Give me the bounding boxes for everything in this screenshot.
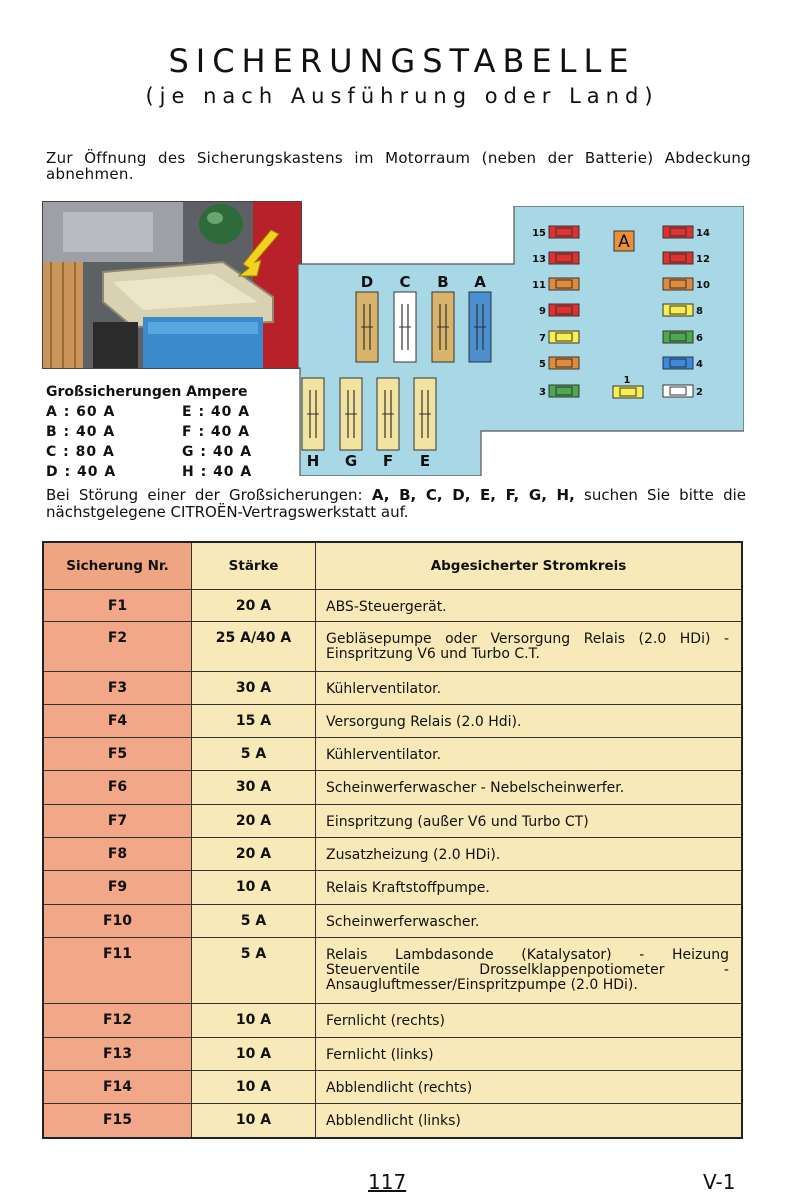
fuse-rating: 30 A bbox=[235, 680, 272, 696]
fuse-number: F2 bbox=[107, 630, 128, 646]
fuse-circuit-cell bbox=[316, 1004, 743, 1038]
fuse-circuit: Relais Kraftstoffpumpe. bbox=[326, 880, 490, 896]
mini-fuse-number: 4 bbox=[696, 359, 703, 370]
mini-fuse-number: 12 bbox=[696, 254, 710, 265]
fuse-circuit-cell bbox=[316, 622, 743, 672]
fuse-rating-cell bbox=[192, 1104, 316, 1138]
fault-note-suffix: suchen Sie bitte die nächstgelegene CITROËN-Vertragswerkstatt auf. bbox=[46, 486, 746, 521]
maxi-fuse-legend-item: C : 80 A bbox=[46, 444, 115, 460]
fuse-table-row bbox=[43, 672, 742, 705]
fuse-rating-cell bbox=[192, 672, 316, 705]
maxi-fuse-label: H bbox=[306, 452, 320, 470]
fuse-circuit-cell bbox=[316, 672, 743, 705]
fault-note-prefix: Bei Störung einer der Großsicherungen: bbox=[46, 486, 372, 504]
fuse-circuit: Fernlicht (rechts) bbox=[326, 1013, 445, 1029]
maxi-fuse-legend-heading: Großsicherungen Ampere bbox=[46, 384, 248, 400]
engine-bay-illustration bbox=[43, 202, 301, 368]
fuse-rating-cell bbox=[192, 771, 316, 805]
fuse-rating: 10 A bbox=[235, 1012, 272, 1028]
fuse-number-cell bbox=[43, 1004, 192, 1038]
fuse-rating: 10 A bbox=[235, 1112, 272, 1128]
maxi-fuse-legend-item: D : 40 A bbox=[46, 464, 117, 480]
fuse-table-header-row bbox=[43, 542, 742, 590]
fuse-rating-cell bbox=[192, 938, 316, 1004]
maxi-fuse-label: D bbox=[360, 273, 374, 291]
fuse-number: F7 bbox=[107, 813, 128, 829]
fuse-number-cell bbox=[43, 590, 192, 622]
fuse-rating-cell bbox=[192, 1004, 316, 1038]
fuse-table-row bbox=[43, 771, 742, 805]
mini-fuse-number: 10 bbox=[696, 280, 710, 291]
fuse-circuit: Kühlerventilator. bbox=[326, 747, 442, 763]
maxi-fuse-legend-item: F : 40 A bbox=[182, 424, 251, 440]
fuse-number: F14 bbox=[102, 1079, 133, 1095]
intro-text: Zur Öffnung des Sicherungskastens im Motorraum (neben der Batterie) Abdeckung abnehmen. bbox=[46, 149, 751, 183]
fuse-rating: 25 A/40 A bbox=[215, 630, 292, 646]
fuse-table bbox=[42, 541, 743, 1139]
fuse-circuit-cell bbox=[316, 1038, 743, 1071]
fuse-rating-cell bbox=[192, 622, 316, 672]
fuse-circuit: Abblendlicht (rechts) bbox=[326, 1080, 473, 1096]
page-number: 117 bbox=[368, 1170, 407, 1194]
fuse-number: F6 bbox=[107, 779, 128, 795]
fuse-rating: 10 A bbox=[235, 1079, 272, 1095]
fuse-table-row bbox=[43, 938, 742, 1004]
fuse-number: F13 bbox=[102, 1046, 133, 1062]
header-circuit: Abgesicherter Stromkreis bbox=[316, 542, 743, 590]
fault-note-fuses: A, B, C, D, E, F, G, H, bbox=[371, 486, 575, 504]
fuse-circuit: Scheinwerferwascher. bbox=[326, 914, 480, 930]
fuse-circuit: Einspritzung (außer V6 und Turbo CT) bbox=[326, 814, 589, 830]
fuse-number: F11 bbox=[102, 946, 133, 962]
fuse-table-row bbox=[43, 738, 742, 771]
fuse-table-row bbox=[43, 622, 742, 672]
fuse-rating: 5 A bbox=[240, 946, 267, 962]
fuse-circuit-cell bbox=[316, 771, 743, 805]
fuse-box-diagram bbox=[298, 206, 744, 476]
fuse-rating: 30 A bbox=[235, 779, 272, 795]
fuse-rating: 15 A bbox=[235, 713, 272, 729]
fuse-number-cell bbox=[43, 838, 192, 871]
fuse-number: F5 bbox=[107, 746, 128, 762]
fuse-number-cell bbox=[43, 1071, 192, 1104]
fuse-table-row bbox=[43, 590, 742, 622]
fuse-rating-cell bbox=[192, 871, 316, 905]
maxi-fuse-legend-item: B : 40 A bbox=[46, 424, 116, 440]
fuse-rating-cell bbox=[192, 590, 316, 622]
fuse-number-cell bbox=[43, 938, 192, 1004]
fuse-circuit-cell bbox=[316, 738, 743, 771]
fuse-rating-cell bbox=[192, 1071, 316, 1104]
fuse-number: F12 bbox=[102, 1012, 133, 1028]
maxi-fuse-label: G bbox=[344, 452, 358, 470]
mini-fuse-number: 14 bbox=[696, 228, 710, 239]
fuse-number: F4 bbox=[107, 713, 128, 729]
mini-fuse-number: 3 bbox=[539, 387, 546, 398]
fuse-rating-cell bbox=[192, 805, 316, 838]
fuse-rating-cell bbox=[192, 1038, 316, 1071]
fuse-number-cell bbox=[43, 738, 192, 771]
fuse-rating: 20 A bbox=[235, 598, 272, 614]
fuse-table-row bbox=[43, 1071, 742, 1104]
mini-fuse-number: 1 bbox=[623, 375, 631, 386]
fuse-number-cell bbox=[43, 672, 192, 705]
maxi-fuse-label: C bbox=[399, 273, 411, 291]
fuse-table-row bbox=[43, 705, 742, 738]
maxi-fuse-legend-item: H : 40 A bbox=[182, 464, 253, 480]
fuse-circuit-cell bbox=[316, 938, 743, 1004]
fuse-rating: 20 A bbox=[235, 846, 272, 862]
maxi-fuse-legend-item: A : 60 A bbox=[46, 404, 116, 420]
fuse-number: F3 bbox=[107, 680, 128, 696]
fuse-number-cell bbox=[43, 805, 192, 838]
fuse-circuit: Gebläsepumpe oder Versorgung Relais (2.0 HDi) - Einspritzung V6 und Turbo C.T. bbox=[326, 631, 729, 662]
fuse-circuit: Abblendlicht (links) bbox=[326, 1113, 461, 1129]
fuse-table-row bbox=[43, 1004, 742, 1038]
fuse-number: F8 bbox=[107, 846, 128, 862]
fuse-number-cell bbox=[43, 905, 192, 938]
fuse-circuit: Scheinwerferwascher - Nebelscheinwerfer. bbox=[326, 780, 625, 796]
mini-fuse-number: 11 bbox=[532, 280, 546, 291]
fuse-number-cell bbox=[43, 771, 192, 805]
fuse-number-cell bbox=[43, 1104, 192, 1138]
fuse-rating: 10 A bbox=[235, 1046, 272, 1062]
maxi-fuse-fault-note bbox=[46, 487, 746, 521]
fuse-number-cell bbox=[43, 705, 192, 738]
page-subtitle: (je nach Ausführung oder Land) bbox=[145, 84, 659, 108]
fuse-circuit-cell bbox=[316, 1104, 743, 1138]
mini-fuse-number: 2 bbox=[696, 387, 703, 398]
mini-fuse-number: 9 bbox=[539, 306, 546, 317]
fuse-number: F15 bbox=[102, 1112, 133, 1128]
fuse-circuit: Relais Lambdasonde (Katalysator) - Heizung Steuerventile Drosselklappenpotiometer - Ansaugluftmesser/Einspritzpumpe (2.0 HDi). bbox=[326, 947, 729, 993]
maxi-fuse-label: B bbox=[437, 273, 449, 291]
mini-fuse-number: 6 bbox=[696, 333, 703, 344]
fuse-number-cell bbox=[43, 1038, 192, 1071]
fuse-circuit-cell bbox=[316, 905, 743, 938]
maxi-fuse-label: F bbox=[382, 452, 394, 470]
fuse-rating: 10 A bbox=[235, 879, 272, 895]
fuse-box-svg bbox=[298, 206, 744, 476]
maxi-fuse-label: E bbox=[419, 452, 431, 470]
maxi-fuse-legend-item: G : 40 A bbox=[182, 444, 253, 460]
maxi-fuse-legend-item: E : 40 A bbox=[182, 404, 251, 420]
fuse-number: F9 bbox=[107, 879, 128, 895]
mini-fuse-number: 8 bbox=[696, 306, 703, 317]
fuse-table-row bbox=[43, 905, 742, 938]
mini-fuse-number: 7 bbox=[539, 333, 546, 344]
fuse-table-row bbox=[43, 1038, 742, 1071]
section-label: V-1 bbox=[703, 1170, 736, 1194]
fuse-circuit-cell bbox=[316, 838, 743, 871]
fuse-rating-cell bbox=[192, 905, 316, 938]
fuse-number-cell bbox=[43, 871, 192, 905]
fuse-circuit: Zusatzheizung (2.0 HDi). bbox=[326, 847, 501, 863]
fuse-table-row bbox=[43, 1104, 742, 1138]
fuse-circuit: Kühlerventilator. bbox=[326, 681, 442, 697]
fuse-circuit-cell bbox=[316, 871, 743, 905]
fuse-number-cell bbox=[43, 622, 192, 672]
fuse-table-row bbox=[43, 805, 742, 838]
fuse-circuit-cell bbox=[316, 705, 743, 738]
fuse-rating: 5 A bbox=[240, 913, 267, 929]
fuse-rating-cell bbox=[192, 705, 316, 738]
fuse-number: F1 bbox=[107, 598, 128, 614]
engine-bay-photo bbox=[42, 201, 302, 369]
fuse-rating-cell bbox=[192, 738, 316, 771]
mini-fuse-number: 15 bbox=[532, 228, 546, 239]
fuse-circuit: Versorgung Relais (2.0 Hdi). bbox=[326, 714, 522, 730]
fuse-circuit: ABS-Steuergerät. bbox=[326, 599, 447, 615]
fuse-circuit-cell bbox=[316, 805, 743, 838]
mini-fuse-number: 13 bbox=[532, 254, 546, 265]
fuse-circuit: Fernlicht (links) bbox=[326, 1047, 434, 1063]
fuse-table-row bbox=[43, 871, 742, 905]
maxi-fuse-label: A bbox=[474, 273, 486, 291]
fuse-rating: 20 A bbox=[235, 813, 272, 829]
fuse-rating-cell bbox=[192, 838, 316, 871]
fuse-number: F10 bbox=[102, 913, 133, 929]
header-rating: Stärke bbox=[192, 542, 316, 590]
header-fuse-number: Sicherung Nr. bbox=[43, 542, 192, 590]
mini-fuse-number: 5 bbox=[539, 359, 546, 370]
page-title: SICHERUNGSTABELLE bbox=[168, 42, 636, 80]
fuse-table-row bbox=[43, 838, 742, 871]
fuse-circuit-cell bbox=[316, 590, 743, 622]
fuse-rating: 5 A bbox=[240, 746, 267, 762]
spare-marker-label: A bbox=[618, 232, 630, 252]
fuse-circuit-cell bbox=[316, 1071, 743, 1104]
